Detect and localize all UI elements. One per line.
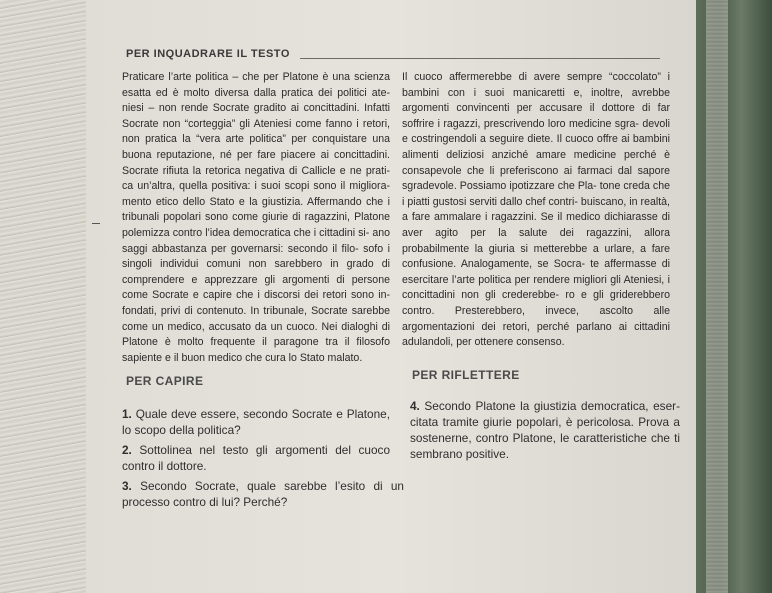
book-left-edge bbox=[0, 0, 86, 593]
question-number: 1. bbox=[122, 407, 132, 421]
question-text: Sottolinea nel testo gli argomenti del cuoco contro il dottore. bbox=[122, 443, 391, 473]
section-title: PER INQUADRARE IL TESTO bbox=[126, 48, 290, 60]
question-number: 3. bbox=[122, 479, 132, 493]
question-number: 4. bbox=[410, 399, 420, 413]
question-3 bbox=[122, 478, 404, 510]
margin-mark bbox=[92, 223, 100, 224]
title-rule bbox=[300, 58, 660, 59]
right-column-text: Il cuoco affermerebbe di avere sempre “coccolato” i bambini con i suoi manicaretti e, inoltre, avrebbe argomenti convincenti per accusare il dottore di far soffrire i ragazzi, prescrivendo loro medicine sgra- devoli e costringendoli a seguire diete. Il cuoco offre ai bambini alimenti deliziosi anziché amare medicine perché è consapevole che li preferiscono ai farmaci dal sapore sgradevole. Possiamo ipotizzare che Pla- tone creda che i piatti gustosi serviti dallo chef contri- buiscano, in realtà, a fare ammalare i ragazzini. Se il medico dichiarasse di aver agito per la salute dei ragazzini, allora probabilmente la giuria si metterebbe a urlare, a fare confusione. Analogamente, se Socra- te affermasse di esercitare l’arte politica per rendere migliori gli Ateniesi, i concittadini non gli crederebbe- ro e gli griderebbero contro. Presterebbero, invece, ascolto alle argomentazioni dei retori, perché parlano ai cittadini adulandoli, per ottenere consenso. bbox=[402, 71, 670, 349]
book-right-edge bbox=[696, 0, 772, 593]
question-text: Secondo Socrate, quale sarebbe l’esito di un processo contro di lui? Perché? bbox=[122, 479, 404, 509]
question-2 bbox=[122, 442, 390, 474]
per-riflettere-heading: PER RIFLETTERE bbox=[412, 368, 520, 382]
question-1 bbox=[122, 406, 390, 438]
question-4 bbox=[410, 398, 680, 462]
question-text: Quale deve essere, secondo Socrate e Platone, lo scopo della politica? bbox=[122, 407, 390, 437]
question-text: Secondo Platone la giustizia democratica, eser- citata tramite giurie popolari, è pericolosa. Prova a sostenerne, contro Platone, le caratteristiche che ti sembrano positive. bbox=[410, 399, 680, 461]
left-column-text: Praticare l’arte politica – che per Platone è una scienza esatta ed è molto diversa dalla pratica dei politici ate- niesi – non rende Socrate gradito ai concittadini. Infatti Socrate non “corteggia” gli Ateniesi come fanno i retori, non pratica la “vera arte politica” per conquistare una buona reputazione, né per fare piacere ai concittadini. Socrate rifiuta la retorica negativa di Callicle e ne prati- ca un’altra, quella positiva: i suoi scopi sono il migliora- mento etico dello Stato e la giustizia. Affermando che i tribunali popolari sono come giurie di ragazzini, Platone polemizza contro l’idea democratica che i cittadini si- ano saggi abbastanza per governarsi: secondo il filo- sofo i singoli individui comuni non sarebbero in grado di comprendere e apprezzare gli argomenti di persone come Socrate e capire che i discorsi dei retori sono in- fondati, privi di contenuto. In tribunale, Socrate sarebbe come un medico, accusato da un cuoco. Nei dialoghi di Platone è molto frequente il paragone tra il filosofo sapiente e il buon medico che cura lo Stato malato. bbox=[122, 71, 390, 364]
per-capire-heading: PER CAPIRE bbox=[126, 374, 204, 388]
question-number: 2. bbox=[122, 443, 132, 457]
